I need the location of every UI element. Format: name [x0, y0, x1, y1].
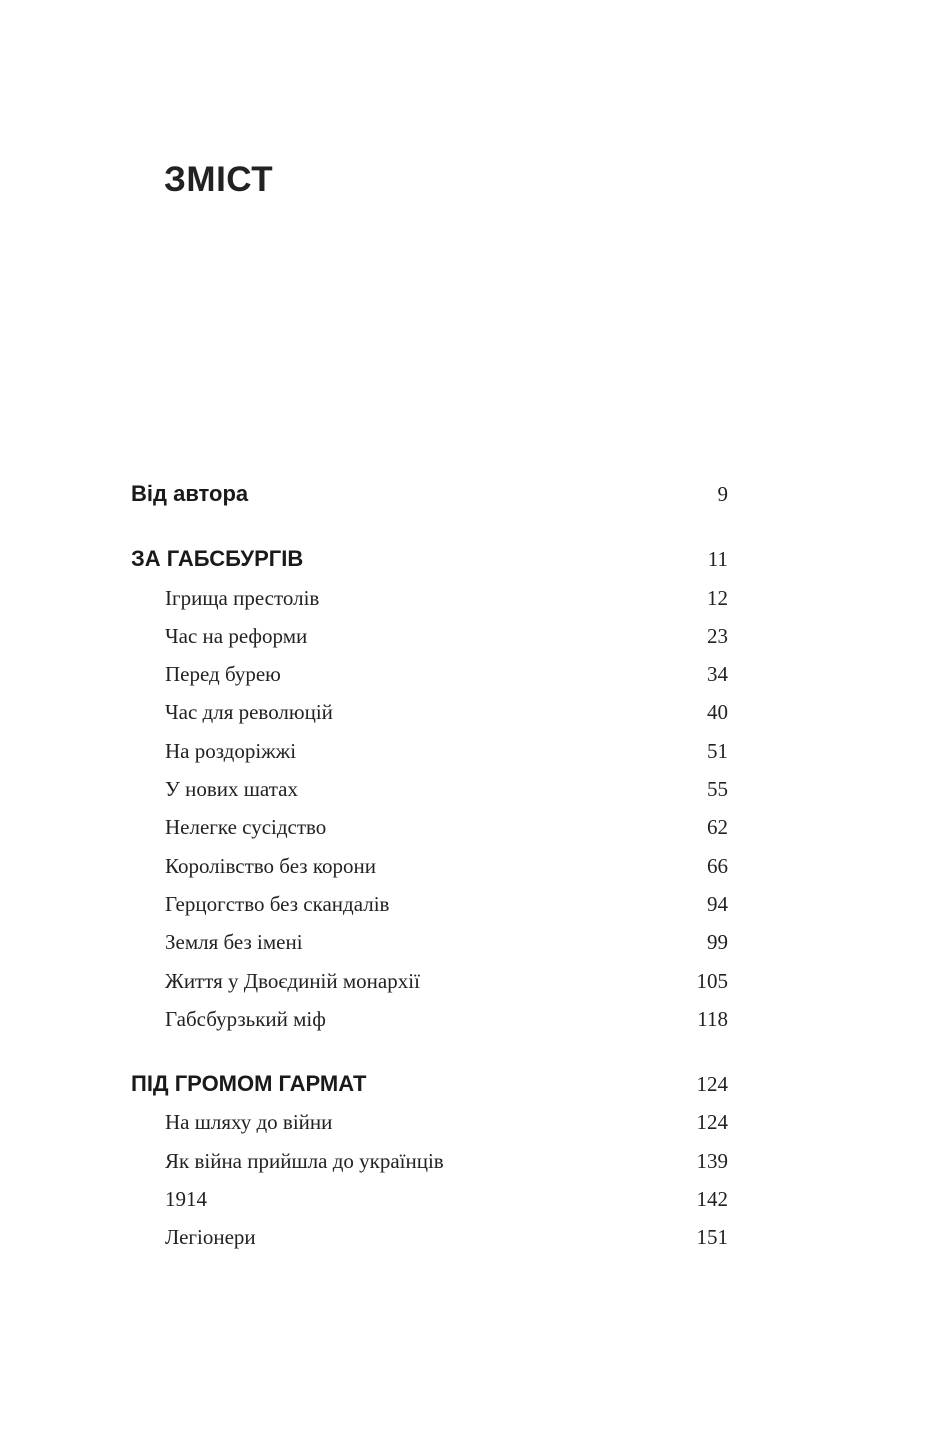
toc-chapter-page: 118 [697, 1006, 728, 1031]
table-of-contents [131, 475, 728, 1257]
toc-part-heading[interactable] [131, 1065, 728, 1103]
toc-chapter[interactable] [131, 617, 728, 655]
toc-chapter-label: На шляху до війни [165, 1110, 333, 1135]
toc-chapter-label: Час на реформи [165, 623, 308, 648]
toc-entry-label: Від автора [131, 481, 249, 506]
toc-chapter-page: 124 [696, 1110, 728, 1135]
toc-chapter-page: 51 [707, 738, 728, 763]
toc-chapter[interactable] [131, 579, 728, 617]
toc-chapter-page: 105 [696, 968, 728, 993]
toc-chapter[interactable] [131, 923, 728, 961]
toc-chapter[interactable] [131, 1103, 728, 1141]
toc-chapter-label: Королівство без корони [165, 853, 376, 878]
toc-chapter-page: 40 [707, 700, 728, 725]
toc-chapter-label: Життя у Двоєдиній монархії [165, 968, 420, 993]
toc-chapter[interactable] [131, 1180, 728, 1218]
toc-chapter-page: 12 [707, 585, 728, 610]
toc-chapter-page: 94 [707, 891, 728, 916]
toc-chapter[interactable] [131, 885, 728, 923]
toc-chapter-page: 142 [696, 1187, 728, 1212]
toc-chapter[interactable] [131, 655, 728, 693]
toc-entry-intro[interactable] [131, 475, 728, 513]
toc-chapter[interactable] [131, 808, 728, 846]
toc-chapter-label: Габсбурзький міф [165, 1006, 326, 1031]
toc-chapter-page: 34 [707, 662, 728, 687]
toc-chapter-label: Легіонери [165, 1225, 256, 1250]
toc-part-label: ЗА ГАБСБУРГІВ [131, 546, 304, 572]
toc-chapter-page: 23 [707, 623, 728, 648]
toc-chapter-page: 55 [707, 777, 728, 802]
toc-chapter-page: 99 [707, 930, 728, 955]
toc-chapter-label: У нових шатах [165, 777, 298, 802]
toc-chapter[interactable] [131, 1142, 728, 1180]
toc-part-label: ПІД ГРОМОМ ГАРМАТ [131, 1071, 367, 1097]
toc-part-page: 11 [707, 547, 728, 572]
toc-part-heading[interactable] [131, 540, 728, 578]
toc-chapter-page: 62 [707, 815, 728, 840]
toc-chapter-label: Перед бурею [165, 662, 281, 687]
toc-part-page: 124 [696, 1072, 728, 1097]
toc-chapter[interactable] [131, 732, 728, 770]
toc-chapter-label: Ігрища престолів [165, 585, 320, 610]
toc-chapter-label: Час для революцій [165, 700, 333, 725]
toc-entry-page: 9 [717, 482, 728, 506]
toc-chapter-label: На роздоріжжі [165, 738, 297, 763]
toc-chapter-page: 66 [707, 853, 728, 878]
toc-chapter-label: Земля без імені [165, 930, 303, 955]
toc-chapter-page: 139 [696, 1148, 728, 1173]
toc-chapter-label: Герцогство без скандалів [165, 891, 390, 916]
toc-chapter-label: Як війна прийшла до українців [165, 1148, 444, 1173]
toc-chapter[interactable] [131, 693, 728, 731]
toc-chapter[interactable] [131, 847, 728, 885]
toc-chapter[interactable] [131, 770, 728, 808]
page-title: ЗМІСТ [164, 160, 274, 200]
toc-chapter-label: 1914 [165, 1187, 207, 1212]
toc-chapter[interactable] [131, 1000, 728, 1038]
toc-chapter-page: 151 [696, 1225, 728, 1250]
toc-chapter-label: Нелегке сусідство [165, 815, 327, 840]
toc-chapter[interactable] [131, 1218, 728, 1256]
toc-chapter[interactable] [131, 962, 728, 1000]
